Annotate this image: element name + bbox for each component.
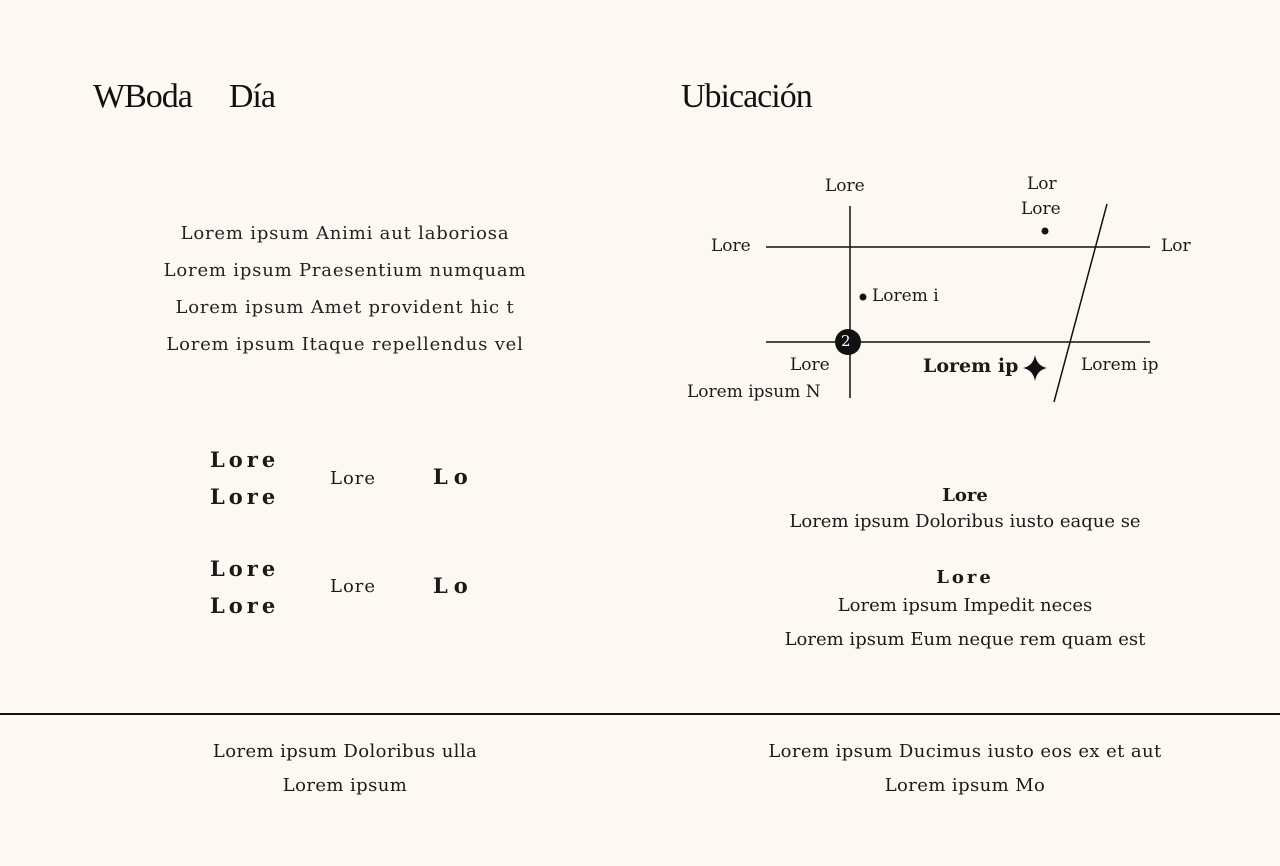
sparkle-icon [1023, 355, 1047, 381]
info-text: Lorem ipsum Doloribus iusto eaque se [789, 511, 1141, 532]
intro-line: Lorem ipsum Amet provident hic t [175, 297, 515, 318]
map-label: Lore [790, 355, 830, 375]
map-label: Lorem i [872, 286, 939, 306]
location-title: Ubicación [681, 78, 812, 115]
poi-dot [1042, 228, 1049, 235]
marker-number: 2 [841, 332, 851, 350]
info-text: Lorem ipsum Impedit neces [837, 595, 1093, 616]
schedule-time: Lore [210, 447, 280, 472]
footer-text: Lorem ipsum Mo [884, 775, 1046, 796]
map-label: Lor [1161, 236, 1191, 256]
venue-label: Lorem ip [923, 355, 1019, 377]
intro-line: Lorem ipsum Animi aut laboriosa [180, 223, 510, 244]
schedule-time: Lore [210, 556, 280, 581]
info-heading: Lore [942, 485, 988, 506]
intro-line: Lorem ipsum Itaque repellendus vel [166, 334, 524, 355]
map-label: Lore [825, 176, 865, 196]
map-lines [680, 168, 1220, 418]
schedule-label: Lore [330, 576, 377, 597]
map-label: Lorem ip [1081, 355, 1159, 375]
schedule-time: Lore [210, 593, 280, 618]
map-label: Lore [711, 236, 751, 256]
schedule-event: Lo [433, 573, 474, 598]
poi-dot [860, 294, 867, 301]
schedule-time: Lore [210, 484, 280, 509]
title-wedding: WBoda [93, 78, 192, 115]
footer-text: Lorem ipsum Ducimus iusto eos ex et aut [768, 741, 1162, 762]
map-label: Lor [1027, 174, 1057, 194]
schedule-label: Lore [330, 468, 377, 489]
info-heading: Lore [936, 567, 994, 588]
map-label: Lore [1021, 199, 1061, 219]
map-label: Lorem ipsum N [687, 382, 821, 402]
schedule-event: Lo [433, 464, 474, 489]
location-map [680, 168, 1220, 418]
footer-text: Lorem ipsum [282, 775, 408, 796]
footer-text: Lorem ipsum Doloribus ulla [212, 741, 478, 762]
page-title [93, 78, 275, 116]
info-text: Lorem ipsum Eum neque rem quam est [784, 629, 1146, 650]
intro-line: Lorem ipsum Praesentium numquam [163, 260, 527, 281]
title-day: Día [228, 78, 275, 115]
footer-divider [0, 713, 1280, 715]
